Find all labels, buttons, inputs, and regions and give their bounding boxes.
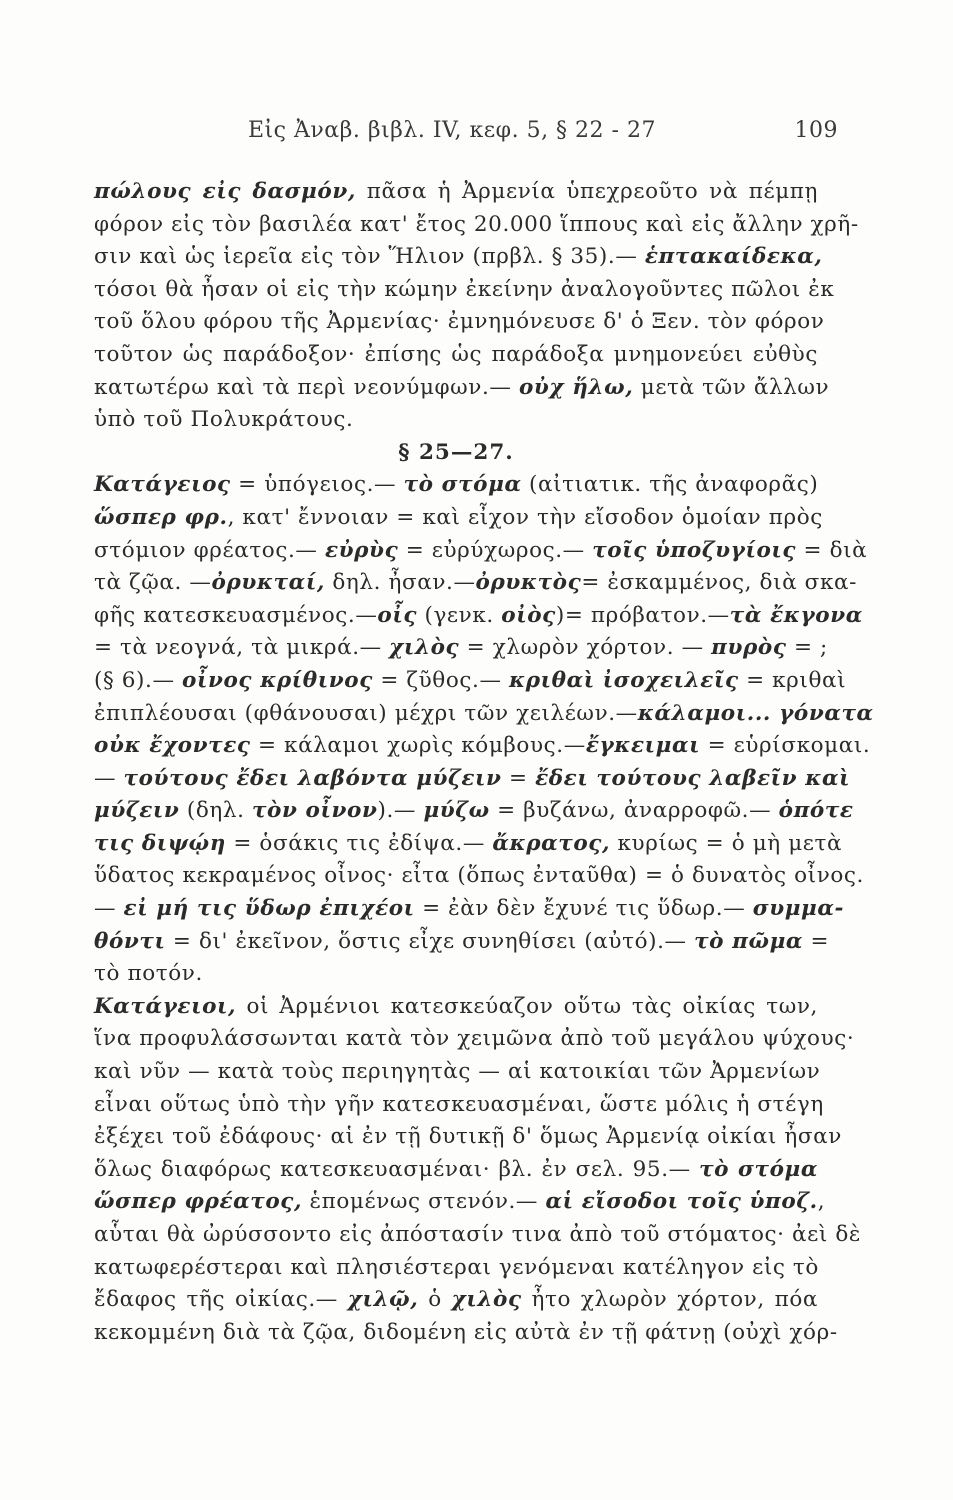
text-segment: (αἰτιατικ. τῆς ἀναφορᾶς)	[521, 472, 819, 498]
lemma: χιλὸς	[451, 1287, 522, 1313]
text-line	[94, 1089, 824, 1122]
text-segment: = κάλαμοι χωρὶς κόμβους.—	[250, 733, 586, 759]
text-line	[94, 991, 818, 1024]
lemma: οἶς	[377, 602, 418, 628]
lemma: ὀρυκτὸς	[475, 570, 582, 596]
text-segment: = ;	[786, 635, 828, 661]
text-line	[94, 665, 847, 698]
text-line	[94, 339, 818, 372]
lemma: εὐρὺς	[324, 537, 399, 563]
text-segment: = ζῦθος.—	[372, 667, 510, 693]
page-header	[0, 118, 953, 152]
lemma: τούτους ἔδει λαβόντα μύζειν	[123, 765, 502, 791]
text-segment: ,	[817, 1189, 826, 1215]
text-segment: =	[501, 765, 536, 791]
text-segment: =	[803, 928, 830, 954]
lemma: τοῖς ὑποζυγίοις	[592, 537, 797, 563]
lemma: τις διψῴη	[94, 830, 226, 856]
text-segment: κεκομμένη διὰ τὰ ζῷα, διδομένη εἰς αὐτὰ ἐν τῇ φάτνῃ (οὐχὶ χόρ-	[94, 1319, 838, 1345]
lemma: ὥσπερ φρέατος,	[94, 1189, 303, 1215]
lemma: τὸ πῶμα	[694, 928, 804, 954]
lemma: ἑπτακαίδεκα,	[644, 244, 823, 270]
text-segment: φόρον εἰς τὸν βασιλέα κατ' ἔτος 20.000 ἵππους καὶ εἰς ἄλλην χρῆ-	[94, 211, 859, 237]
text-line	[94, 795, 854, 828]
text-segment: = ἐὰν δὲν ἔχυνέ τις ὕδωρ.—	[414, 896, 753, 922]
text-line	[94, 1252, 818, 1285]
lemma: μύζειν	[94, 798, 180, 824]
text-line	[94, 1284, 818, 1317]
text-segment: )= πρόβατον.—	[555, 602, 730, 628]
text-segment: = κριθαὶ	[738, 667, 847, 693]
lemma: μύζω	[423, 798, 490, 824]
text-segment: ὁ	[418, 1287, 452, 1313]
text-line	[94, 1121, 842, 1154]
section-heading	[94, 437, 818, 470]
text-segment: = δι' ἐκεῖνον, ὅστις εἶχε συνηθίσει (αὐτό).—	[165, 928, 695, 954]
text-segment: τοῦ ὅλου φόρου τῆς Ἀρμενίας· ἐμνημόνευσε δ' ὁ Ξεν. τὸν φόρον	[94, 309, 825, 335]
text-segment: κατωφερέστεραι καὶ πλησιέστεραι γενόμεναι κατέληγον εἰς τὸ	[94, 1254, 819, 1280]
lemma: κάλαμοι... γόνατα	[637, 700, 874, 726]
text-segment: καὶ νῦν — κατὰ τοὺς περιηγητὰς — αἱ κατοικίαι τῶν Ἀρμενίων	[94, 1059, 821, 1085]
lemma: τὸ στόμα	[403, 472, 522, 498]
lemma: ὥσπερ φρ.	[94, 504, 228, 530]
text-segment: = εὐρύχωρος.—	[398, 537, 593, 563]
commentary-text	[94, 176, 874, 1349]
lemma: ἄκρατος,	[492, 830, 611, 856]
text-line	[94, 241, 823, 274]
text-segment: τὸ ποτόν.	[94, 961, 203, 987]
text-segment: ἵνα προφυλάσσωνται κατὰ τὸν χειμῶνα ἀπὸ τοῦ μεγάλου ψύχους·	[94, 1026, 855, 1052]
text-line	[94, 698, 874, 731]
text-segment: σιν καὶ ὡς ἱερεῖα εἰς τὸν Ἥλιον (πρβλ. § 35).—	[94, 244, 645, 270]
text-line	[94, 502, 823, 535]
text-segment: μετὰ τῶν ἄλλων	[633, 374, 830, 400]
running-title: Εἰς Ἀναβ. βιβλ. IV, κεφ. 5, § 22 - 27	[248, 118, 656, 143]
lemma: οὐχ ἥλω,	[518, 374, 634, 400]
text-line	[94, 632, 828, 665]
text-segment: ἑπομένως στενόν.—	[302, 1189, 546, 1215]
lemma: χιλῷ,	[347, 1287, 419, 1313]
text-line	[94, 1219, 862, 1252]
text-line	[94, 1154, 818, 1187]
text-segment: = ὁσάκις τις ἐδίψα.—	[225, 830, 493, 856]
text-segment: στόμιον φρέατος.—	[94, 537, 325, 563]
text-segment: ὅλως διαφόρως κατεσκευασμέναι· βλ. ἐν σελ. 95.—	[94, 1156, 700, 1182]
lemma: ἔγκειμαι	[585, 733, 701, 759]
text-segment: ἐπιπλέουσαι (φθάνουσαι) μέχρι τῶν χειλέων.—	[94, 700, 638, 726]
text-segment: αὗται θὰ ὠρύσσοντο εἰς ἀπόστασίν τινα ἀπὸ τοῦ στόματος· ἀεὶ δὲ	[94, 1222, 862, 1247]
text-segment: ).—	[377, 798, 424, 824]
text-line	[94, 763, 851, 796]
lemma: συμμα-	[752, 896, 845, 922]
text-segment: ἔδαφος τῆς οἰκίας.—	[94, 1287, 348, 1313]
text-line	[94, 600, 863, 633]
lemma: τὰ ἔκγονα	[729, 602, 863, 628]
text-line	[94, 1056, 821, 1089]
page-number: 109	[794, 118, 838, 143]
text-line	[94, 535, 868, 568]
lemma: οὐκ ἔχοντες	[94, 733, 251, 759]
text-line	[94, 404, 818, 437]
text-segment: ἦτο χλωρὸν χόρτον, πόα	[521, 1287, 818, 1313]
lemma: πώλους εἰς δασμόν,	[94, 179, 356, 204]
lemma: οἰὸς	[501, 602, 556, 628]
lemma: αἱ εἴσοδοι τοῖς ὑποζ.	[545, 1189, 818, 1215]
lemma: κριθαὶ ἰσοχειλεῖς	[509, 667, 739, 693]
text-segment: = βυζάνω, ἀναρροφῶ.—	[489, 798, 779, 824]
text-segment: = τὰ νεογνά, τὰ μικρά.—	[94, 635, 390, 661]
lemma: οἶνος κρίθινος	[182, 667, 373, 693]
text-line	[94, 176, 818, 209]
text-line	[94, 1317, 838, 1350]
text-segment: = χλωρὸν χόρτον. —	[459, 635, 712, 661]
text-segment: —	[94, 765, 124, 791]
text-line	[94, 730, 871, 763]
text-segment: (γενκ.	[417, 602, 502, 628]
text-segment: § 25—27.	[398, 439, 514, 465]
text-segment: δηλ. ἦσαν.—	[324, 570, 476, 596]
lemma: εἰ μή τις ὕδωρ ἐπιχέοι	[123, 896, 415, 922]
text-segment: —	[94, 896, 124, 922]
text-segment: = διὰ	[796, 537, 868, 563]
lemma: θόντι	[94, 928, 166, 954]
text-segment: ἐξέχει τοῦ ἐδάφους· αἱ ἐν τῇ δυτικῇ δ' ὅμως Ἀρμενίᾳ οἰκίαι ἦσαν	[94, 1124, 842, 1150]
text-segment: , κατ' ἔννοιαν = καὶ εἶχον τὴν εἴσοδον ὁμοίαν πρὸς	[227, 504, 823, 530]
text-line	[94, 828, 843, 861]
text-segment: = ὑπόγειος.—	[230, 472, 404, 498]
text-line	[94, 469, 818, 502]
text-segment: κατωτέρω καὶ τὰ περὶ νεονύμφων.—	[94, 374, 519, 400]
text-segment: πᾶσα ἡ Ἀρμενία ὑπεχρεοῦτο νὰ πέμπῃ	[355, 179, 818, 204]
lemma: ὁπότε	[778, 798, 854, 824]
text-segment: τοῦτον ὡς παράδοξον· ἐπίσης ὡς παράδοξα μνημονεύει εὐθὺς	[94, 341, 818, 367]
text-line	[94, 274, 835, 307]
lemma: πυρὸς	[711, 635, 787, 661]
text-segment: τὰ ζῷα. —	[94, 570, 212, 596]
text-line	[94, 306, 825, 339]
text-segment: οἱ Ἀρμένιοι κατεσκεύαζον οὕτω τὰς οἰκίας των,	[236, 993, 818, 1019]
text-segment: (δηλ.	[179, 798, 252, 824]
lemma: τὸν οἶνον	[251, 798, 378, 824]
text-line	[94, 1186, 826, 1219]
text-line	[94, 893, 845, 926]
text-line	[94, 209, 859, 242]
text-segment: ὑπὸ τοῦ Πολυκράτους.	[94, 407, 354, 433]
text-segment: φῆς κατεσκευασμένος.—	[94, 602, 378, 628]
text-segment: = ἐσκαμμένος, διὰ σκα-	[581, 570, 857, 596]
lemma: χιλὸς	[389, 635, 460, 661]
text-segment: εἶναι οὕτως ὑπὸ τὴν γῆν κατεσκευασμέναι, ὥστε μόλις ἡ στέγη	[94, 1091, 824, 1117]
lemma: τὸ στόμα	[699, 1156, 818, 1182]
text-segment: = εὑρίσκομαι.	[700, 733, 871, 759]
lemma: ὀρυκταί,	[211, 570, 325, 596]
lemma: Κατάγειος	[94, 472, 231, 498]
text-line	[94, 926, 830, 959]
text-line	[94, 1023, 855, 1056]
text-segment: τόσοι θὰ ἦσαν οἱ εἰς τὴν κώμην ἐκείνην ἀναλογοῦντες πῶλοι ἐκ	[94, 276, 835, 302]
text-segment: ὕδατος κεκραμένος οἶνος· εἶτα (ὅπως ἐνταῦθα) = ὁ δυνατὸς οἶνος.	[94, 863, 864, 889]
text-line	[94, 860, 864, 893]
text-line	[94, 372, 830, 405]
text-line	[94, 567, 857, 600]
text-segment: (§ 6).—	[94, 667, 183, 693]
lemma: Κατάγειοι,	[94, 993, 237, 1019]
lemma: ἔδει τούτους λαβεῖν καὶ	[535, 765, 851, 791]
text-line	[94, 958, 818, 991]
text-segment: κυρίως = ὁ μὴ μετὰ	[610, 830, 843, 856]
